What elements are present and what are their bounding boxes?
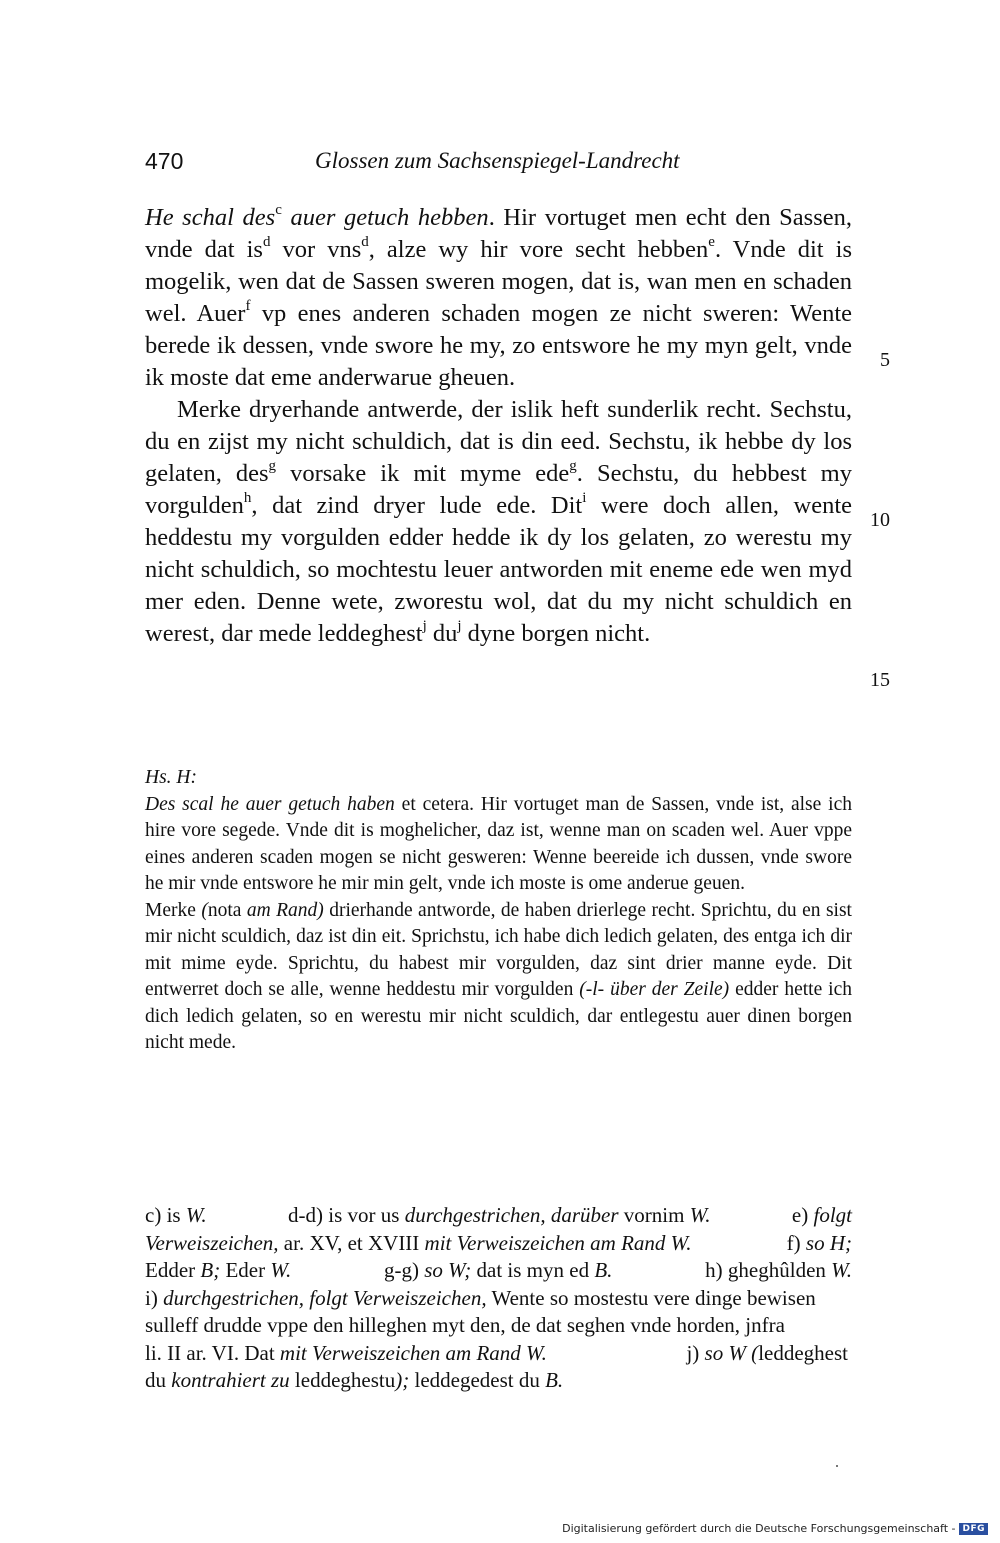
- text-run: mit Verweiszeichen am Rand W.: [279, 1340, 547, 1365]
- text-run: );: [395, 1368, 410, 1392]
- text-run: W.: [689, 1203, 711, 1227]
- text-run: c) is: [145, 1203, 186, 1227]
- text-run: h) gheghûlden: [705, 1258, 832, 1282]
- note-line: [145, 1312, 852, 1340]
- text-run: B;: [200, 1258, 221, 1282]
- note-i: [145, 1285, 816, 1313]
- note-i-cont: [145, 1340, 547, 1368]
- text-run: . Hir vortuget men echt den Sassen, vnde dat is: [145, 204, 853, 263]
- text-run: Merke dryerhande antwerde, der islik heft sunderlik recht. Sechstu, du en zijst my nicht schuldich, dat is din eed. Sechstu, ik hebbe dy los gelaten, des: [145, 396, 852, 487]
- text-run: drierhande antworde, de haben drierlege recht. Sprichtu, du en sist mir nicht sculdich, daz ist din eit. Sprichstu, ich habe dich ledich gelaten, des entga ich dir mit mime eyde. Sprichtu, du habest mir vorgulden, daz sint drier manne eyde. Dit entwerret doch se alle, wenne heddestu mir vorgulden: [145, 899, 852, 1000]
- speck: [836, 1465, 838, 1467]
- text-run: W.: [831, 1258, 852, 1282]
- note-e-cont: [145, 1230, 692, 1258]
- text-run: vp enes anderen schaden mogen ze nicht sweren: Wente berede ik dessen, vnde swore he my, zo entswore he my myn gelt, vnde ik moste dat eme anderwarue gheuen.: [145, 300, 852, 391]
- note-j-cont: [145, 1367, 563, 1395]
- text-run: so W;: [424, 1258, 472, 1282]
- footnote-ref: g: [268, 458, 277, 474]
- text-run: were doch allen, wente heddestu my vorgulden edder hedde ik dy los gelaten, zo werestu my nicht schuldich, so mochtestu leuer antworden mit eneme ede wen myd mer eden. Denne wete, zworestu wol, dat du my nicht schuldich en werest, dar mede leddeghest: [145, 492, 852, 647]
- text-run: e): [791, 1203, 814, 1227]
- text-run: kontrahiert zu: [171, 1368, 290, 1392]
- variant-paragraph-1: [145, 792, 852, 898]
- text-run: sulleff drudde vppe den hilleghen myt den, de dat seghen vnde horden, jnfra: [145, 1313, 785, 1337]
- text-run: so H;: [805, 1230, 852, 1255]
- note-f: [787, 1230, 852, 1258]
- text-run: mit Verweiszeichen am Rand W.: [424, 1230, 692, 1255]
- text-run: durchgestrichen, darüber: [404, 1203, 619, 1227]
- page-number: 470: [145, 148, 184, 174]
- editorial-note: am Rand): [241, 899, 324, 921]
- text-run: B.: [594, 1258, 613, 1282]
- text-run: leddeghest: [758, 1340, 848, 1365]
- dfg-logo: DFG: [959, 1523, 988, 1535]
- text-run: so W (: [704, 1340, 759, 1365]
- text-run: ar. XV, et XVIII: [278, 1230, 425, 1255]
- text-run: vornim: [618, 1203, 690, 1227]
- note-line: [145, 1202, 852, 1230]
- text-run: B.: [545, 1368, 564, 1392]
- text-run: Eder: [220, 1258, 271, 1282]
- text-run: . Sechstu, du hebbest my vorgulden: [145, 460, 852, 519]
- digitization-credit: [562, 1522, 988, 1535]
- text-run: Merke: [145, 899, 202, 921]
- note-line: [145, 1367, 852, 1395]
- text-run: edder hette ich dich ledich gelaten, so en werestu mir nicht sculdich, dar entlegestu auer dinen borgen nicht mede.: [145, 979, 852, 1053]
- text-run: i): [145, 1285, 164, 1310]
- note-e: [792, 1202, 852, 1230]
- footnote-ref: c: [275, 202, 282, 218]
- text-run: Edder: [145, 1258, 201, 1282]
- text-run: , alze wy hir vore secht hebben: [368, 236, 709, 263]
- line-number-15: 15: [870, 669, 890, 691]
- text-run: dyne borgen nicht.: [461, 620, 651, 647]
- text-run: dat is myn ed: [471, 1258, 595, 1282]
- text-run: nota: [207, 899, 242, 921]
- manuscript-siglum: Hs. H:: [145, 767, 197, 788]
- line-number-10: 10: [870, 509, 890, 531]
- footnote-ref: d: [262, 234, 271, 250]
- text-run: vorsake ik mit myme ede: [276, 460, 570, 487]
- note-c: [145, 1202, 207, 1230]
- note-j: [686, 1340, 848, 1368]
- lemma: He schal des: [145, 204, 276, 231]
- text-run: , dat zind dryer lude ede. Dit: [251, 492, 583, 519]
- footnote-ref: e: [708, 234, 715, 250]
- main-paragraph-2: [145, 394, 852, 650]
- note-d: [288, 1202, 711, 1230]
- lemma: auer getuch hebben: [281, 204, 489, 231]
- note-line: [145, 1340, 852, 1368]
- text-run: du: [426, 620, 458, 647]
- main-paragraph-1: [145, 202, 852, 394]
- text-run: W.: [185, 1203, 207, 1227]
- text-run: g-g): [383, 1258, 425, 1282]
- text-run: d-d) is vor us: [288, 1203, 405, 1227]
- line-number-5: 5: [880, 349, 890, 371]
- footnote-ref: i: [582, 490, 587, 506]
- text-run: j): [686, 1340, 705, 1365]
- footnote-ref: h: [243, 490, 252, 506]
- running-title: Glossen zum Sachsenspiegel-Landrecht: [315, 148, 680, 173]
- page-header: [145, 148, 860, 180]
- variant-reading: [145, 765, 852, 1057]
- note-g: [384, 1257, 612, 1285]
- text-run: leddeghestu: [289, 1368, 396, 1392]
- variant-paragraph-2: [145, 898, 852, 1057]
- text-run: f): [786, 1230, 806, 1255]
- credit-text: Digitalisierung gefördert durch die Deutsche Forschungsgemeinschaft -: [562, 1522, 956, 1535]
- editorial-note: (-l- über der Zeile): [579, 979, 730, 1000]
- main-text: [145, 202, 852, 650]
- footnote-ref: j: [422, 618, 427, 634]
- text-run: W.: [270, 1258, 292, 1282]
- editorial-note: (: [201, 899, 208, 921]
- note-line: [145, 1285, 852, 1313]
- text-run: du: [145, 1368, 172, 1392]
- note-line: [145, 1257, 852, 1285]
- text-run: . Vnde dit is mogelik, wen dat de Sassen sweren mogen, dat is, wan men en schaden wel. Auer: [145, 236, 852, 327]
- footnote-ref: j: [457, 618, 462, 634]
- footnote-ref: f: [245, 298, 251, 314]
- footnote-ref: d: [361, 234, 369, 250]
- text-run: Wente so mostestu vere dinge bewisen: [486, 1285, 816, 1310]
- note-f-cont: [145, 1257, 291, 1285]
- text-run: li. II ar. VI. Dat: [145, 1340, 280, 1365]
- text-run: durchgestrichen, folgt Verweiszeichen,: [163, 1285, 487, 1310]
- text-run: Verweiszeichen,: [145, 1230, 279, 1255]
- text-run: et cetera. Hir vortuget man de Sassen, vnde ist, alse ich hire vore segede. Vnde dit is moghelicher, daz ist, wenne man on scaden wel. Auer vppe eines anderen scaden mogen se nicht gesweren: Wenne beereide ich dussen, vnde swore he mir vnde entswore he mir min gelt, vnde ich moste is ome anderue geuen.: [145, 793, 852, 894]
- note-line: [145, 1230, 852, 1258]
- text-run: leddegedest du: [409, 1368, 546, 1392]
- footnote-ref: g: [569, 458, 577, 474]
- apparatus-notes: [145, 1202, 852, 1395]
- text-run: folgt: [813, 1203, 852, 1227]
- variant-lemma: Des scal he auer getuch haben: [145, 793, 395, 815]
- text-run: vor vns: [270, 236, 362, 263]
- note-h: [705, 1257, 852, 1285]
